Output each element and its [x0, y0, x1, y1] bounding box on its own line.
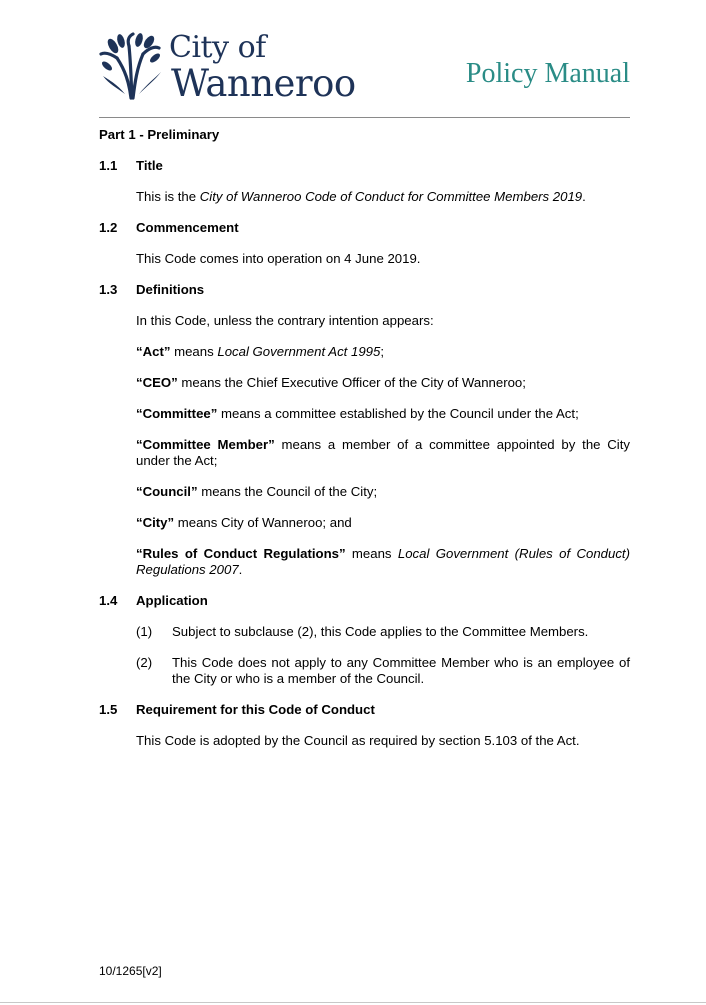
subclause-text: Subject to subclause (2), this Code applies to the Committee Members. [172, 624, 589, 639]
definition-term: “Rules of Conduct Regulations” [136, 546, 346, 561]
section-heading-requirement [99, 702, 630, 718]
header-divider [99, 117, 630, 118]
section-heading-definitions [99, 282, 630, 298]
section-heading-title [99, 158, 630, 174]
definition-text: means [345, 546, 398, 561]
definition-italic: Local Government (Rules of Conduct) Regulations 2007 [136, 546, 630, 577]
section-number: 1.4 [99, 593, 118, 608]
definition-rules-of-conduct [136, 546, 630, 578]
logo-text-city-of: City of [169, 30, 266, 65]
definition-term: “City” [136, 515, 175, 530]
definition-term: “CEO” [136, 375, 178, 390]
logo-text-wanneroo: Wanneroo [171, 62, 356, 105]
definition-term: “Act” [136, 344, 171, 359]
page-bottom-edge [0, 1002, 706, 1003]
title-para-code-name: City of Wanneroo Code of Conduct for Committee Members 2019 [199, 189, 583, 204]
policy-manual-title: Policy Manual [465, 58, 630, 89]
definition-italic: Local Government Act 1995 [217, 344, 381, 359]
application-item-1 [136, 624, 630, 640]
section-title: Application [136, 593, 208, 608]
document-reference: 10/1265[v2] [99, 964, 162, 978]
commencement-paragraph: This Code comes into operation on 4 June 2019. [136, 251, 421, 266]
definition-city [136, 515, 630, 531]
definition-text: means a committee established by the Council under the Act; [217, 406, 579, 421]
definition-text: means a member of a committee appointed by the City under the Act; [136, 437, 630, 468]
definition-term: “Council” [136, 484, 198, 499]
section-heading-application [99, 593, 630, 609]
definition-term: “Committee” [136, 406, 218, 421]
section-title: Title [136, 158, 163, 173]
section-title: Definitions [136, 282, 205, 297]
title-para-before: This is the [136, 189, 200, 204]
definition-text: means the Council of the City; [197, 484, 378, 499]
section-number: 1.2 [99, 220, 118, 235]
definition-term: “Committee Member” [136, 437, 275, 452]
subclause-number: (2) [136, 655, 153, 670]
section-number: 1.5 [99, 702, 118, 717]
definition-text: means [170, 344, 218, 359]
definition-committee-member [136, 437, 630, 469]
section-heading-commencement [99, 220, 630, 236]
definition-committee [136, 406, 630, 422]
requirement-paragraph: This Code is adopted by the Council as required by section 5.103 of the Act. [136, 733, 580, 748]
section-number: 1.3 [99, 282, 118, 297]
subclause-text: This Code does not apply to any Committee Member who is an employee of the City or who is a member of the Council. [172, 655, 630, 686]
page-header [99, 30, 630, 118]
definition-text: means the Chief Executive Officer of the City of Wanneroo; [177, 375, 526, 390]
kangaroo-paw-icon [99, 32, 167, 100]
definition-act [136, 344, 630, 360]
part-heading: Part 1 - Preliminary [99, 127, 220, 142]
section-title: Requirement for this Code of Conduct [136, 702, 375, 717]
section-number: 1.1 [99, 158, 118, 173]
definition-council [136, 484, 630, 500]
section-title: Commencement [136, 220, 239, 235]
city-logo [99, 30, 356, 105]
subclause-number: (1) [136, 624, 153, 639]
definitions-intro: In this Code, unless the contrary intention appears: [136, 313, 434, 328]
document-body [99, 127, 630, 764]
title-paragraph [136, 189, 630, 205]
definition-text: means City of Wanneroo; and [174, 515, 352, 530]
title-para-after: . [582, 189, 586, 204]
application-item-2 [136, 655, 630, 687]
definition-after: . [238, 562, 243, 577]
definition-after: ; [380, 344, 385, 359]
definition-ceo [136, 375, 630, 391]
